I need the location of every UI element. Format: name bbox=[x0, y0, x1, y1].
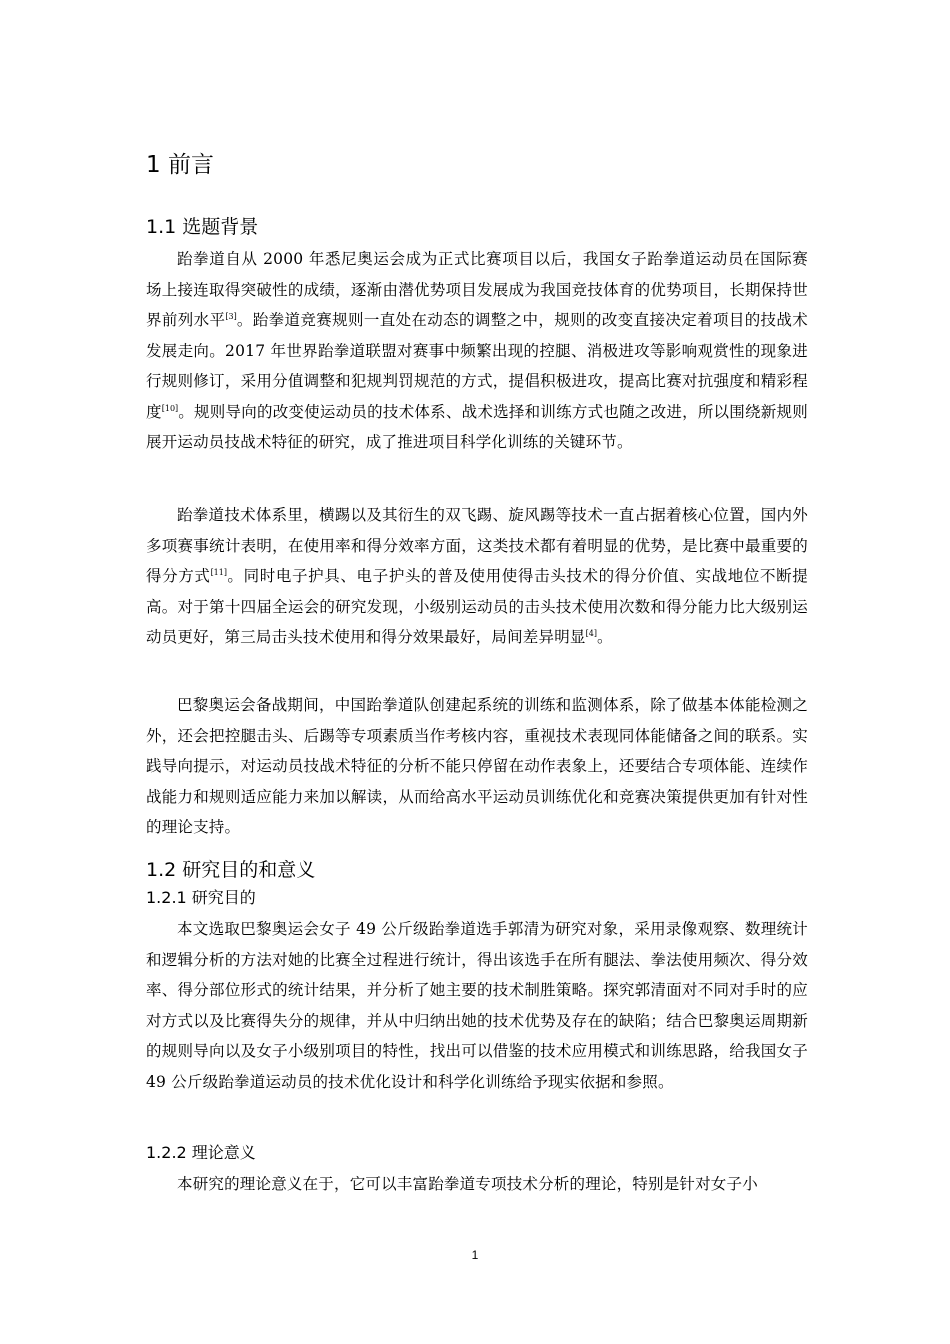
citation-ref: [3] bbox=[225, 312, 237, 321]
subsection-heading-1-2-1: 1.2.1 研究目的 bbox=[146, 888, 256, 907]
paragraph-text: 。 bbox=[596, 628, 613, 646]
chapter-heading: 1 前言 bbox=[146, 152, 214, 178]
paragraph-theoretical-significance: 本研究的理论意义在于，它可以丰富跆拳道专项技术分析的理论，特别是针对女子小 bbox=[177, 1175, 758, 1193]
section-heading-1-2: 1.2 研究目的和意义 bbox=[146, 859, 316, 881]
paragraph-text: 。同时电子护具、电子护头的普及使用使得击头技术的得分价值、实战地位不断提高。对于第十四届全运会的研究发现，小级别运动员的击头技术使用次数和得分能力比大级别运动员更好，第三局击头技术使用和得分效果最好，局间差异明显 bbox=[146, 567, 808, 646]
page-number: 1 bbox=[471, 1248, 479, 1262]
section-heading-1-1: 1.1 选题背景 bbox=[146, 216, 259, 238]
paragraph-background-3: 巴黎奥运会备战期间，中国跆拳道队创建起系统的训练和监测体系，除了做基本体能检测之外，还会把控腿击头、后踢等专项素质当作考核内容，重视技术表现同体能储备之间的联系。实践导向提示，对运动员技战术特征的分析不能只停留在动作表象上，还要结合专项体能、连续作战能力和规则适应能力来加以解读，从而给高水平运动员训练优化和竞赛决策提供更加有针对性的理论支持。 bbox=[146, 696, 808, 836]
paragraph-text: 。跆拳道竞赛规则一直处在动态的调整之中，规则的改变直接决定着项目的技战术发展走向。2017 年世界跆拳道联盟对赛事中频繁出现的控腿、消极进攻等影响观赏性的现象进行规则修订，采用分值调整和犯规判罚规范的方式，提倡积极进攻，提高比赛对抗强度和精彩程度 bbox=[146, 311, 808, 421]
subsection-heading-1-2-2: 1.2.2 理论意义 bbox=[146, 1143, 256, 1162]
citation-ref: [10] bbox=[161, 403, 179, 413]
citation-ref: [4] bbox=[585, 629, 597, 638]
paragraph-text: 跆拳道自从 2000 年悉尼奥运会成为正式比赛项目以后，我国女子跆拳道运动员在国际赛场上接连取得突破性的成绩，逐渐由潜优势项目发展成为我国竞技体育的优势项目，长期保持世界前列水平 bbox=[146, 250, 808, 329]
paragraph-research-purpose: 本文选取巴黎奥运会女子 49 公斤级跆拳道选手郭清为研究对象，采用录像观察、数理统计和逻辑分析的方法对她的比赛全过程进行统计，得出该选手在所有腿法、拳法使用频次、得分效率、得分部位形式的统计结果，并分析了她主要的技术制胜策略。探究郭清面对不同对手时的应对方式以及比赛得失分的规律，并从中归纳出她的技术优势及存在的缺陷；结合巴黎奥运周期新的规则导向以及女子小级别项目的特性，找出可以借鉴的技术应用模式和训练思路，给我国女子 49 公斤级跆拳道运动员的技术优化设计和科学化训练给予现实依据和参照。 bbox=[146, 920, 808, 1091]
paragraph-background-1 bbox=[146, 244, 808, 458]
paragraph-text: 。规则导向的改变使运动员的技术体系、战术选择和训练方式也随之改进，所以围绕新规则展开运动员技战术特征的研究，成了推进项目科学化训练的关键环节。 bbox=[146, 402, 808, 451]
paragraph-background-2 bbox=[146, 500, 808, 653]
citation-ref: [11] bbox=[210, 568, 227, 577]
paragraph-text: 跆拳道技术体系里，横踢以及其衍生的双飞踢、旋风踢等技术一直占据着核心位置，国内外多项赛事统计表明，在使用率和得分效率方面，这类技术都有着明显的优势，是比赛中最重要的得分方式 bbox=[146, 506, 808, 585]
